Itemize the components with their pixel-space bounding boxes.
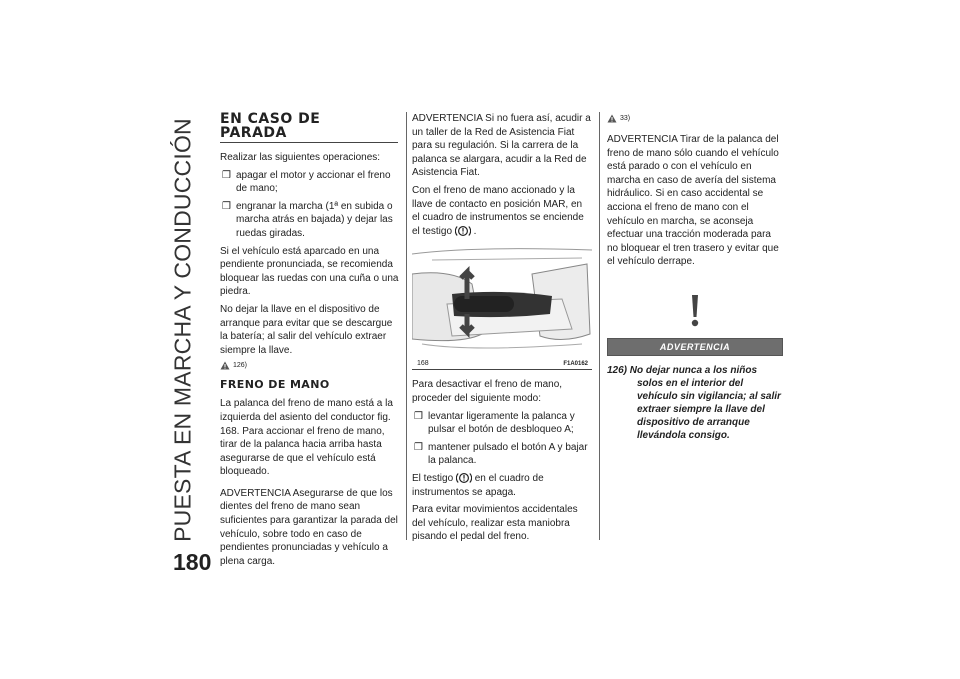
warning-body: No dejar nunca a los niños solos en el interior del vehículo sin vigilancia; al salir extraer siempre la llave del dispositivo de arranque llevándola consigo. xyxy=(629,364,781,441)
figure-168 xyxy=(412,244,592,370)
figure-code: F1A0162 xyxy=(563,361,588,368)
advertencia-box xyxy=(607,293,783,442)
list-item: ❒ apagar el motor y accionar el freno de mano; xyxy=(222,169,391,195)
column-3 xyxy=(607,112,783,442)
exclamation-warning-icon xyxy=(682,293,708,329)
paragraph-key: No dejar la llave en el dispositivo de arranque para evitar que se descargue la batería; al salir del vehículo extraer siempre la llave. xyxy=(220,303,393,356)
advertencia-warning-text xyxy=(607,364,783,442)
heading-underline xyxy=(220,142,398,143)
section-heading xyxy=(220,112,400,140)
paragraph-advertencia-pull: ADVERTENCIA Tirar de la palanca del freno de mano sólo cuando el vehículo está parado o con el vehículo en marcha en caso de avería del sistema hidráulico. Si en caso accidental se acciona el freno de mano con el vehículo en marcha, se aconseja efectuar una tracción moderada para no bloquear el tren trasero y evitar que el vehículo derrape. xyxy=(607,134,779,268)
brake-warning-icon xyxy=(456,472,472,484)
list-item: ❒ engranar la marcha (1ª en subida o marcha atrás en bajada) y dejar las ruedas giradas. xyxy=(222,200,393,239)
column-2 xyxy=(412,112,592,548)
checkbox-bullet-icon: ❒ xyxy=(414,410,423,422)
paragraph-pedal: Para evitar movimientos accidentales del vehículo, realizar esta maniobra pisando el pedal del freno. xyxy=(412,504,578,543)
paragraph-testigo-off: El testigo en el cuadro de instrumentos se apaga. xyxy=(412,472,544,498)
column-1 xyxy=(220,112,400,572)
paragraph-deactivate: Para desactivar el freno de mano, proceder del siguiente modo: xyxy=(412,379,563,404)
subheading-freno-de-mano: FRENO DE MANO xyxy=(220,378,330,392)
section-heading-line1: EN CASO DE xyxy=(220,111,321,127)
warning-triangle-icon xyxy=(220,361,230,370)
list-item: ❒ levantar ligeramente la palanca y pulsar el botón de desbloqueo A; xyxy=(414,410,575,436)
brake-warning-icon xyxy=(455,225,471,237)
checkbox-bullet-icon: ❒ xyxy=(222,169,231,181)
figure-label: 168 xyxy=(417,360,429,368)
warning-number: 126) xyxy=(607,364,628,376)
advertencia-title-bar: ADVERTENCIA xyxy=(607,338,783,356)
side-section-title-text: PUESTA EN MARCHA Y CONDUCCIÓN xyxy=(169,118,196,542)
handbrake-illustration xyxy=(412,244,592,356)
paragraph-slope: Si el vehículo está aparcado en una pendiente pronunciada, se recomienda bloquear las ruedas con una cuña o una piedra. xyxy=(220,245,399,298)
checkbox-bullet-icon: ❒ xyxy=(414,441,423,453)
section-heading-line2: PARADA xyxy=(220,125,287,141)
paragraph-lever: La palanca del freno de mano está a la izquierda del asiento del conductor fig. 168. Para accionar el freno de mano, tirar de la palanca hacia arriba hasta asegurarse de que el vehículo está bloqueado. xyxy=(220,398,393,478)
list-item: ❒ mantener pulsado el botón A y bajar la palanca. xyxy=(414,441,588,467)
page-number: 180 xyxy=(173,549,212,575)
intro-text: Realizar las siguientes operaciones: xyxy=(220,152,381,163)
advertencia-icon-wrap xyxy=(607,293,783,334)
warning-triangle-icon xyxy=(607,114,617,123)
warning-reference[interactable]: 33) xyxy=(607,114,783,123)
paragraph-regulation: ADVERTENCIA Si no fuera así, acudir a un taller de la Red de Asistencia Fiat para su regulación. Si la carrera de la palanca se alargara, acudir a la Red de Asistencia Fiat. xyxy=(412,113,591,179)
column-divider-2 xyxy=(599,112,600,540)
column-divider-1 xyxy=(406,112,407,540)
checkbox-bullet-icon: ❒ xyxy=(222,200,231,212)
warning-reference[interactable]: 126) xyxy=(220,361,400,370)
paragraph-testigo-on: Con el freno de mano accionado y la llave de contacto en posición MAR, en el cuadro de instrumentos se enciende el testigo . xyxy=(412,184,584,237)
paragraph-advertencia-teeth: ADVERTENCIA Asegurarse de que los dientes del freno de mano sean suficientes para garantizar la parada del vehículo, sobre todo en caso de pendientes pronunciadas y vehículo a plena carga. xyxy=(220,487,398,567)
